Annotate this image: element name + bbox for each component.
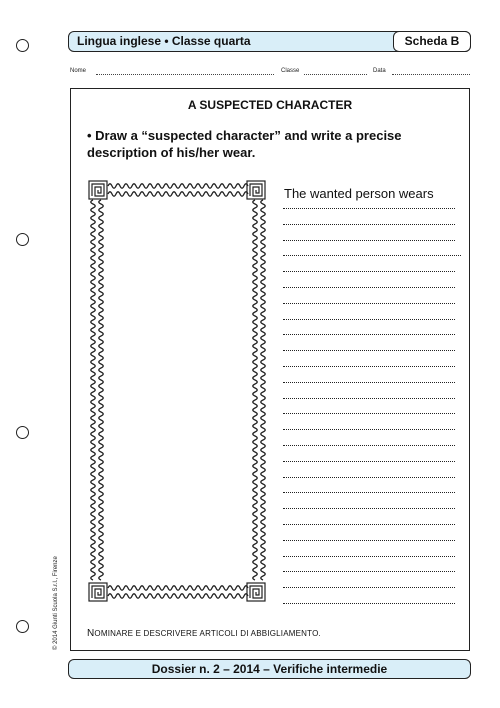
writing-line[interactable]: [283, 445, 455, 446]
wavy-border-bottom: [108, 586, 248, 590]
writing-line[interactable]: [283, 540, 455, 541]
instruction-line: description of his/her wear.: [87, 145, 256, 160]
dossier-footer: Dossier n. 2 – 2014 – Verifiche intermedie: [68, 659, 471, 679]
writing-line[interactable]: [283, 603, 455, 604]
worksheet-title: A SUSPECTED CHARACTER: [187, 98, 353, 112]
writing-line[interactable]: [283, 303, 455, 304]
binder-hole-icon: [16, 233, 29, 246]
writing-line[interactable]: [283, 319, 455, 320]
drawing-area-frame[interactable]: [88, 180, 268, 610]
writing-line[interactable]: [283, 287, 455, 288]
copyright-notice: © 2014 Giunti Scuola S.r.l., Firenze: [53, 556, 59, 650]
greek-key-corner-icon: [247, 181, 265, 199]
binder-hole-icon: [16, 620, 29, 633]
wavy-border-right: [253, 200, 257, 580]
wavy-border-top: [108, 192, 248, 196]
writing-line[interactable]: [283, 524, 455, 525]
instruction-line: • Draw a “suspected character” and write a precise: [87, 128, 402, 143]
writing-line[interactable]: [283, 477, 455, 478]
footer-note-initial: N: [87, 628, 95, 639]
class-field[interactable]: [304, 74, 367, 75]
writing-line[interactable]: [283, 413, 455, 414]
instructions: [87, 127, 447, 161]
writing-line[interactable]: [283, 429, 455, 430]
writing-line[interactable]: [283, 587, 455, 588]
wavy-border-left: [91, 200, 95, 580]
class-label: Classe: [281, 68, 300, 74]
writing-line[interactable]: [283, 208, 455, 209]
writing-line[interactable]: [283, 366, 455, 367]
writing-line[interactable]: [283, 508, 455, 509]
footer-note: [87, 628, 321, 639]
date-field[interactable]: [392, 74, 470, 75]
name-field[interactable]: [96, 74, 274, 75]
writing-line[interactable]: [283, 224, 455, 225]
writing-line[interactable]: [283, 571, 455, 572]
wavy-border-bottom: [108, 594, 248, 598]
student-info-line: [70, 68, 470, 80]
writing-line[interactable]: [283, 556, 455, 557]
writing-line[interactable]: [283, 382, 455, 383]
header-subject: Lingua inglese • Classe quarta: [77, 34, 251, 48]
wavy-border-left: [99, 200, 103, 580]
wavy-border-right: [261, 200, 265, 580]
wanted-person-label: The wanted person wears: [284, 186, 434, 201]
writing-line[interactable]: [283, 271, 455, 272]
writing-line[interactable]: [283, 492, 455, 493]
footer-note-text: OMINARE E DESCRIVERE ARTICOLI DI ABBIGLIAMENTO.: [94, 629, 321, 638]
writing-line[interactable]: [283, 350, 455, 351]
writing-line[interactable]: [283, 334, 455, 335]
writing-line[interactable]: [283, 255, 461, 256]
date-label: Data: [373, 68, 386, 74]
wavy-border-top: [108, 184, 248, 188]
name-label: Nome: [70, 68, 87, 74]
writing-line[interactable]: [283, 461, 455, 462]
greek-key-corner-icon: [89, 181, 107, 199]
writing-line[interactable]: [283, 240, 455, 241]
greek-key-corner-icon: [89, 583, 107, 601]
greek-key-corner-icon: [247, 583, 265, 601]
binder-hole-icon: [16, 426, 29, 439]
worksheet-badge: Scheda B: [393, 31, 471, 52]
writing-line[interactable]: [283, 398, 455, 399]
binder-hole-icon: [16, 39, 29, 52]
header-bar: [68, 31, 471, 52]
